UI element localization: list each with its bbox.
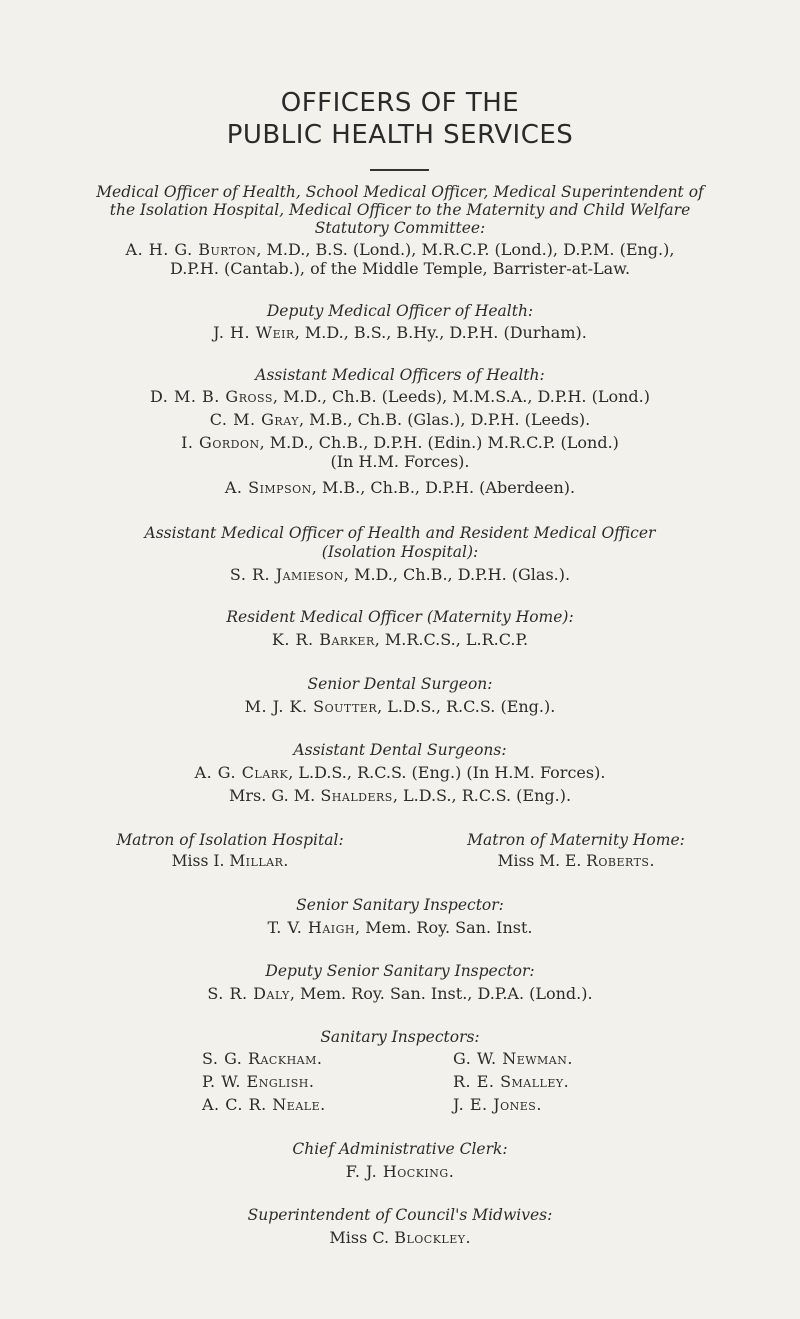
asst-dental-2-quals: , L.D.S., R.C.S. (Eng.).: [392, 786, 572, 805]
title-line-2: PUBLIC HEALTH SERVICES: [226, 120, 574, 150]
matron-maternity-role: Matron of Maternity Home:: [467, 831, 685, 849]
resident-maternity-quals: , M.R.C.S., L.R.C.P.: [374, 630, 529, 649]
matron-isolation-prefix: Miss I.: [171, 852, 230, 870]
moh-role-line-1: Medical Officer of Health, School Medical Officer, Medical Superintendent of: [96, 183, 704, 201]
asst-moh-4-quals: , M.B., Ch.B., D.P.H. (Aberdeen).: [311, 478, 576, 497]
asst-resident-quals: , M.D., Ch.B., D.P.H. (Glas.).: [343, 565, 571, 584]
asst-moh-role: Assistant Medical Officers of Health:: [255, 366, 545, 384]
asst-resident-name: S. R. Jamieson: [229, 565, 344, 584]
sanitary-role: Sanitary Inspectors:: [320, 1028, 480, 1046]
matron-maternity-name: Roberts: [586, 852, 650, 870]
matron-isolation-name: Millar: [229, 852, 284, 870]
sanitary-right-3: J. E. Jones.: [453, 1095, 542, 1114]
title-divider: [370, 169, 429, 171]
asst-dental-person-1: [60, 763, 740, 782]
matron-maternity-line: [406, 852, 746, 870]
asst-moh-2-quals: , M.B., Ch.B. (Glas.), D.P.H. (Leeds).: [298, 410, 591, 429]
sanitary-left-2: P. W. English.: [202, 1072, 315, 1091]
deputy-sanitary-quals: , Mem. Roy. San. Inst., D.P.A. (Lond.).: [289, 984, 593, 1003]
deputy-moh-quals: , M.D., B.S., B.Hy., D.P.H. (Durham).: [294, 323, 587, 342]
asst-moh-person-2: [60, 410, 740, 429]
deputy-sanitary-name: S. R. Daly: [207, 984, 290, 1003]
senior-sanitary-name: T. V. Haigh: [267, 918, 356, 937]
deputy-moh-name: J. H. Weir: [213, 323, 295, 342]
midwives-role: Superintendent of Council's Midwives:: [247, 1206, 553, 1224]
senior-dental-line: [60, 697, 740, 716]
sanitary-right-2: R. E. Smalley.: [453, 1072, 570, 1091]
asst-moh-person-1: [60, 387, 740, 406]
asst-moh-3-quals-line-2: (In H.M. Forces).: [330, 452, 470, 471]
midwives-prefix: Miss C.: [329, 1228, 395, 1247]
asst-moh-4-name: A. Simpson: [224, 478, 312, 497]
resident-maternity-role: Resident Medical Officer (Maternity Home):: [226, 608, 574, 626]
sanitary-left-3: A. C. R. Neale.: [202, 1095, 326, 1114]
asst-moh-1-name: D. M. B. Gross: [150, 387, 273, 406]
senior-sanitary-line: [60, 918, 740, 937]
deputy-sanitary-role: Deputy Senior Sanitary Inspector:: [265, 962, 535, 980]
asst-resident-role-2: (Isolation Hospital):: [321, 543, 479, 561]
asst-moh-3-quals: , M.D., Ch.B., D.P.H. (Edin.) M.R.C.P. (Lond.): [259, 433, 619, 452]
deputy-moh-line: [60, 323, 740, 342]
resident-maternity-line: [60, 630, 740, 649]
asst-moh-1-quals: , M.D., Ch.B. (Leeds), M.M.S.A., D.P.H. (Lond.): [272, 387, 650, 406]
asst-dental-1-quals: , L.D.S., R.C.S. (Eng.) (In H.M. Forces).: [288, 763, 606, 782]
asst-resident-line: [60, 565, 740, 584]
matron-isolation-line: [60, 852, 400, 870]
asst-moh-person-4: [60, 478, 740, 497]
asst-moh-3-name: I. Gordon: [181, 433, 260, 452]
senior-dental-quals: , L.D.S., R.C.S. (Eng.).: [377, 697, 556, 716]
matron-isolation-role: Matron of Isolation Hospital:: [116, 831, 344, 849]
moh-name-line: [60, 240, 740, 259]
moh-role-line-3: Statutory Committee:: [314, 219, 486, 237]
asst-moh-person-3: [60, 433, 740, 452]
senior-dental-role: Senior Dental Surgeon:: [307, 675, 493, 693]
senior-dental-name: M. J. K. Soutter: [244, 697, 378, 716]
asst-resident-role-1: Assistant Medical Officer of Health and Resident Medical Officer: [144, 524, 656, 542]
senior-sanitary-quals: , Mem. Roy. San. Inst.: [355, 918, 533, 937]
moh-role-line-2: the Isolation Hospital, Medical Officer to the Maternity and Child Welfare: [109, 201, 691, 219]
deputy-sanitary-line: [60, 984, 740, 1003]
matron-maternity-prefix: Miss M. E.: [497, 852, 587, 870]
asst-dental-person-2: [60, 786, 740, 805]
sanitary-right-1: G. W. Newman.: [453, 1049, 573, 1068]
moh-name: A. H. G. Burton: [125, 240, 257, 259]
sanitary-left-1: S. G. Rackham.: [202, 1049, 323, 1068]
asst-dental-1-name: A. G. Clark: [194, 763, 289, 782]
resident-maternity-name: K. R. Barker: [271, 630, 375, 649]
chief-clerk-role: Chief Administrative Clerk:: [292, 1140, 508, 1158]
asst-moh-2-name: C. M. Gray: [209, 410, 299, 429]
chief-clerk-name: F. J. Hocking.: [345, 1162, 455, 1181]
asst-dental-2-prefix: Mrs. G. M.: [228, 786, 321, 805]
senior-sanitary-role: Senior Sanitary Inspector:: [296, 896, 504, 914]
deputy-moh-role: Deputy Medical Officer of Health:: [266, 302, 534, 320]
matron-isolation-suffix: .: [283, 852, 289, 870]
moh-quals: , M.D., B.S. (Lond.), M.R.C.P. (Lond.), D.P.M. (Eng.),: [256, 240, 675, 259]
title-line-1: OFFICERS OF THE: [280, 88, 520, 118]
asst-dental-2-name: Shalders: [320, 786, 393, 805]
matron-maternity-suffix: .: [649, 852, 655, 870]
moh-quals-line-2: D.P.H. (Cantab.), of the Middle Temple, Barrister-at-Law.: [169, 259, 631, 278]
asst-dental-role: Assistant Dental Surgeons:: [293, 741, 507, 759]
midwives-line: [60, 1228, 740, 1247]
midwives-name: Blockley: [394, 1228, 466, 1247]
midwives-suffix: .: [465, 1228, 471, 1247]
